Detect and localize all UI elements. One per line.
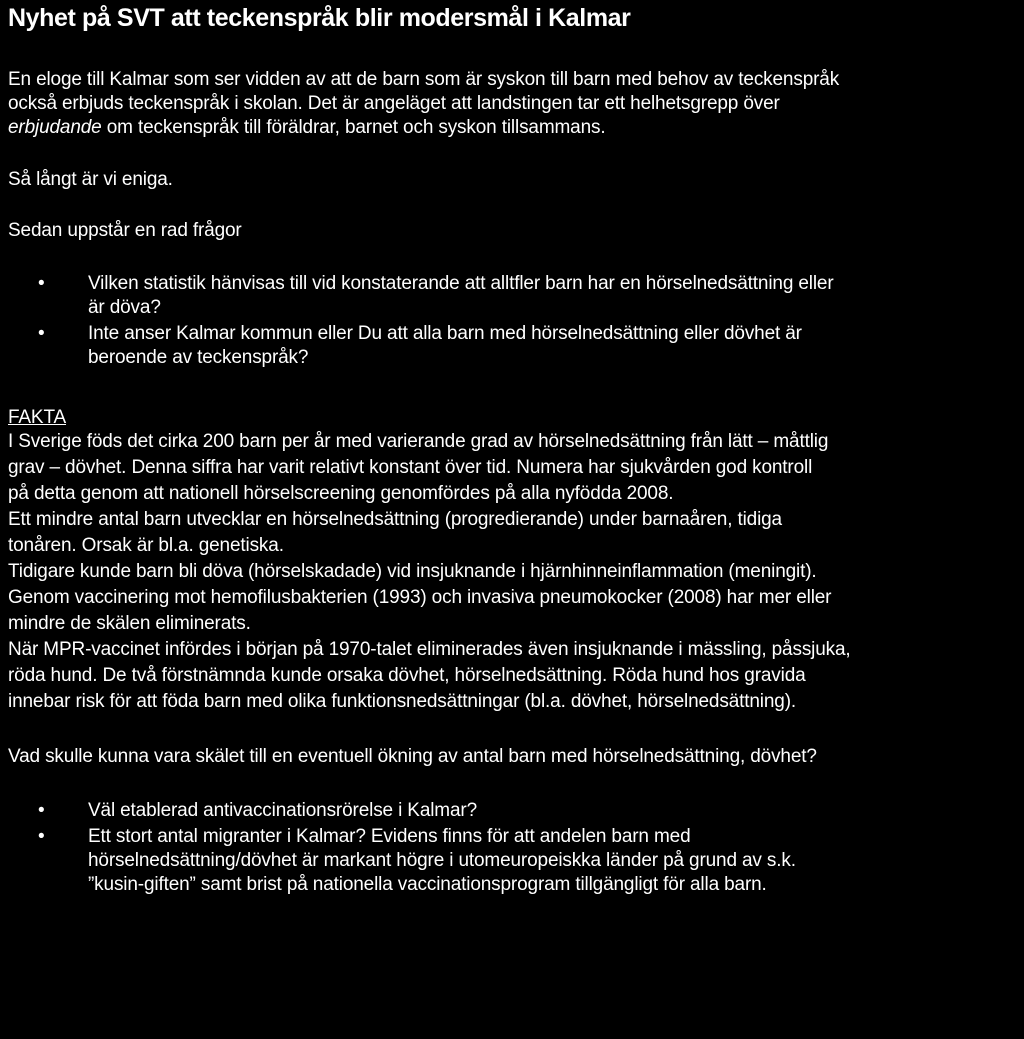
agreement-statement: Så långt är vi eniga.: [8, 169, 173, 190]
list-item-line: Inte anser Kalmar kommun eller Du att alla barn med hörselnedsättning eller dövhet är: [88, 323, 802, 344]
fakta-line: Tidigare kunde barn bli döva (hörselskadade) vid insjuknande i hjärnhinneinflammation (meningit).: [8, 561, 817, 582]
list-item-line: beroende av teckenspråk?: [88, 347, 309, 368]
fakta-line: mindre de skälen eliminerats.: [8, 613, 251, 634]
list-item: [8, 825, 1014, 897]
questions-list: [8, 272, 1014, 370]
fakta-section: [8, 430, 1014, 714]
fakta-line: Genom vaccinering mot hemofilusbakterien (1993) och invasiva pneumokocker (2008) har mer eller: [8, 587, 832, 608]
fakta-line: innebar risk för att föda barn med olika funktionsnedsättningar (bl.a. dövhet, hörselnedsättning).: [8, 691, 796, 712]
fakta-line: Ett mindre antal barn utvecklar en hörselnedsättning (progredierande) under barnaåren, tidiga: [8, 509, 782, 530]
bullet-icon: •: [38, 323, 45, 344]
final-question: Vad skulle kunna vara skälet till en eventuell ökning av antal barn med hörselnedsättning, dövhet?: [8, 746, 817, 767]
list-item-line: Ett stort antal migranter i Kalmar? Evidens finns för att andelen barn med: [88, 826, 691, 847]
intro-line-rest: om teckenspråk till föräldrar, barnet och syskon tillsammans.: [101, 117, 606, 138]
fakta-line: röda hund. De två förstnämnda kunde orsaka dövhet, hörselnedsättning. Röda hund hos gravida: [8, 665, 806, 686]
bullet-icon: •: [38, 800, 45, 821]
fakta-line: I Sverige föds det cirka 200 barn per år med varierande grad av hörselnedsättning från lätt – måttlig: [8, 431, 829, 452]
list-item-line: är döva?: [88, 297, 161, 318]
list-item-line: Väl etablerad antivaccinationsrörelse i Kalmar?: [88, 800, 477, 821]
intro-line: också erbjuds teckenspråk i skolan. Det är angeläget att landstingen tar ett helhetsgrepp över: [8, 93, 780, 114]
fakta-line: När MPR-vaccinet infördes i början på 1970-talet eliminerades även insjuknande i mässling, påssjuka,: [8, 639, 851, 660]
bullet-icon: •: [38, 826, 45, 847]
questions-intro: Sedan uppstår en rad frågor: [8, 220, 242, 241]
list-item: [8, 799, 1014, 823]
intro-paragraph: [8, 68, 1014, 140]
fakta-line: grav – dövhet. Denna siffra har varit relativt konstant över tid. Numera har sjukvården god kontroll: [8, 457, 813, 478]
list-item: [8, 322, 1014, 370]
fakta-line: på detta genom att nationell hörselscreening genomfördes på alla nyfödda 2008.: [8, 483, 674, 504]
intro-line: En eloge till Kalmar som ser vidden av att de barn som är syskon till barn med behov av teckenspråk: [8, 69, 840, 90]
fakta-heading: FAKTA: [8, 407, 67, 428]
bullet-icon: •: [38, 273, 45, 294]
list-item-line: Vilken statistik hänvisas till vid konstaterande att alltfler barn har en hörselnedsättning eller: [88, 273, 834, 294]
document-title: Nyhet på SVT att teckenspråk blir modersmål i Kalmar: [8, 4, 631, 32]
list-item: [8, 272, 1014, 320]
fakta-line: tonåren. Orsak är bl.a. genetiska.: [8, 535, 284, 556]
list-item-line: hörselnedsättning/dövhet är markant högre i utomeuropeiskka länder på grund av s.k.: [88, 850, 796, 871]
list-item-line: ”kusin-giften” samt brist på nationella vaccinationsprogram tillgängligt för alla barn.: [88, 874, 767, 895]
intro-emphasis: erbjudande: [8, 117, 102, 138]
intro-line: [8, 116, 1014, 140]
final-bullets-list: [8, 799, 1014, 897]
